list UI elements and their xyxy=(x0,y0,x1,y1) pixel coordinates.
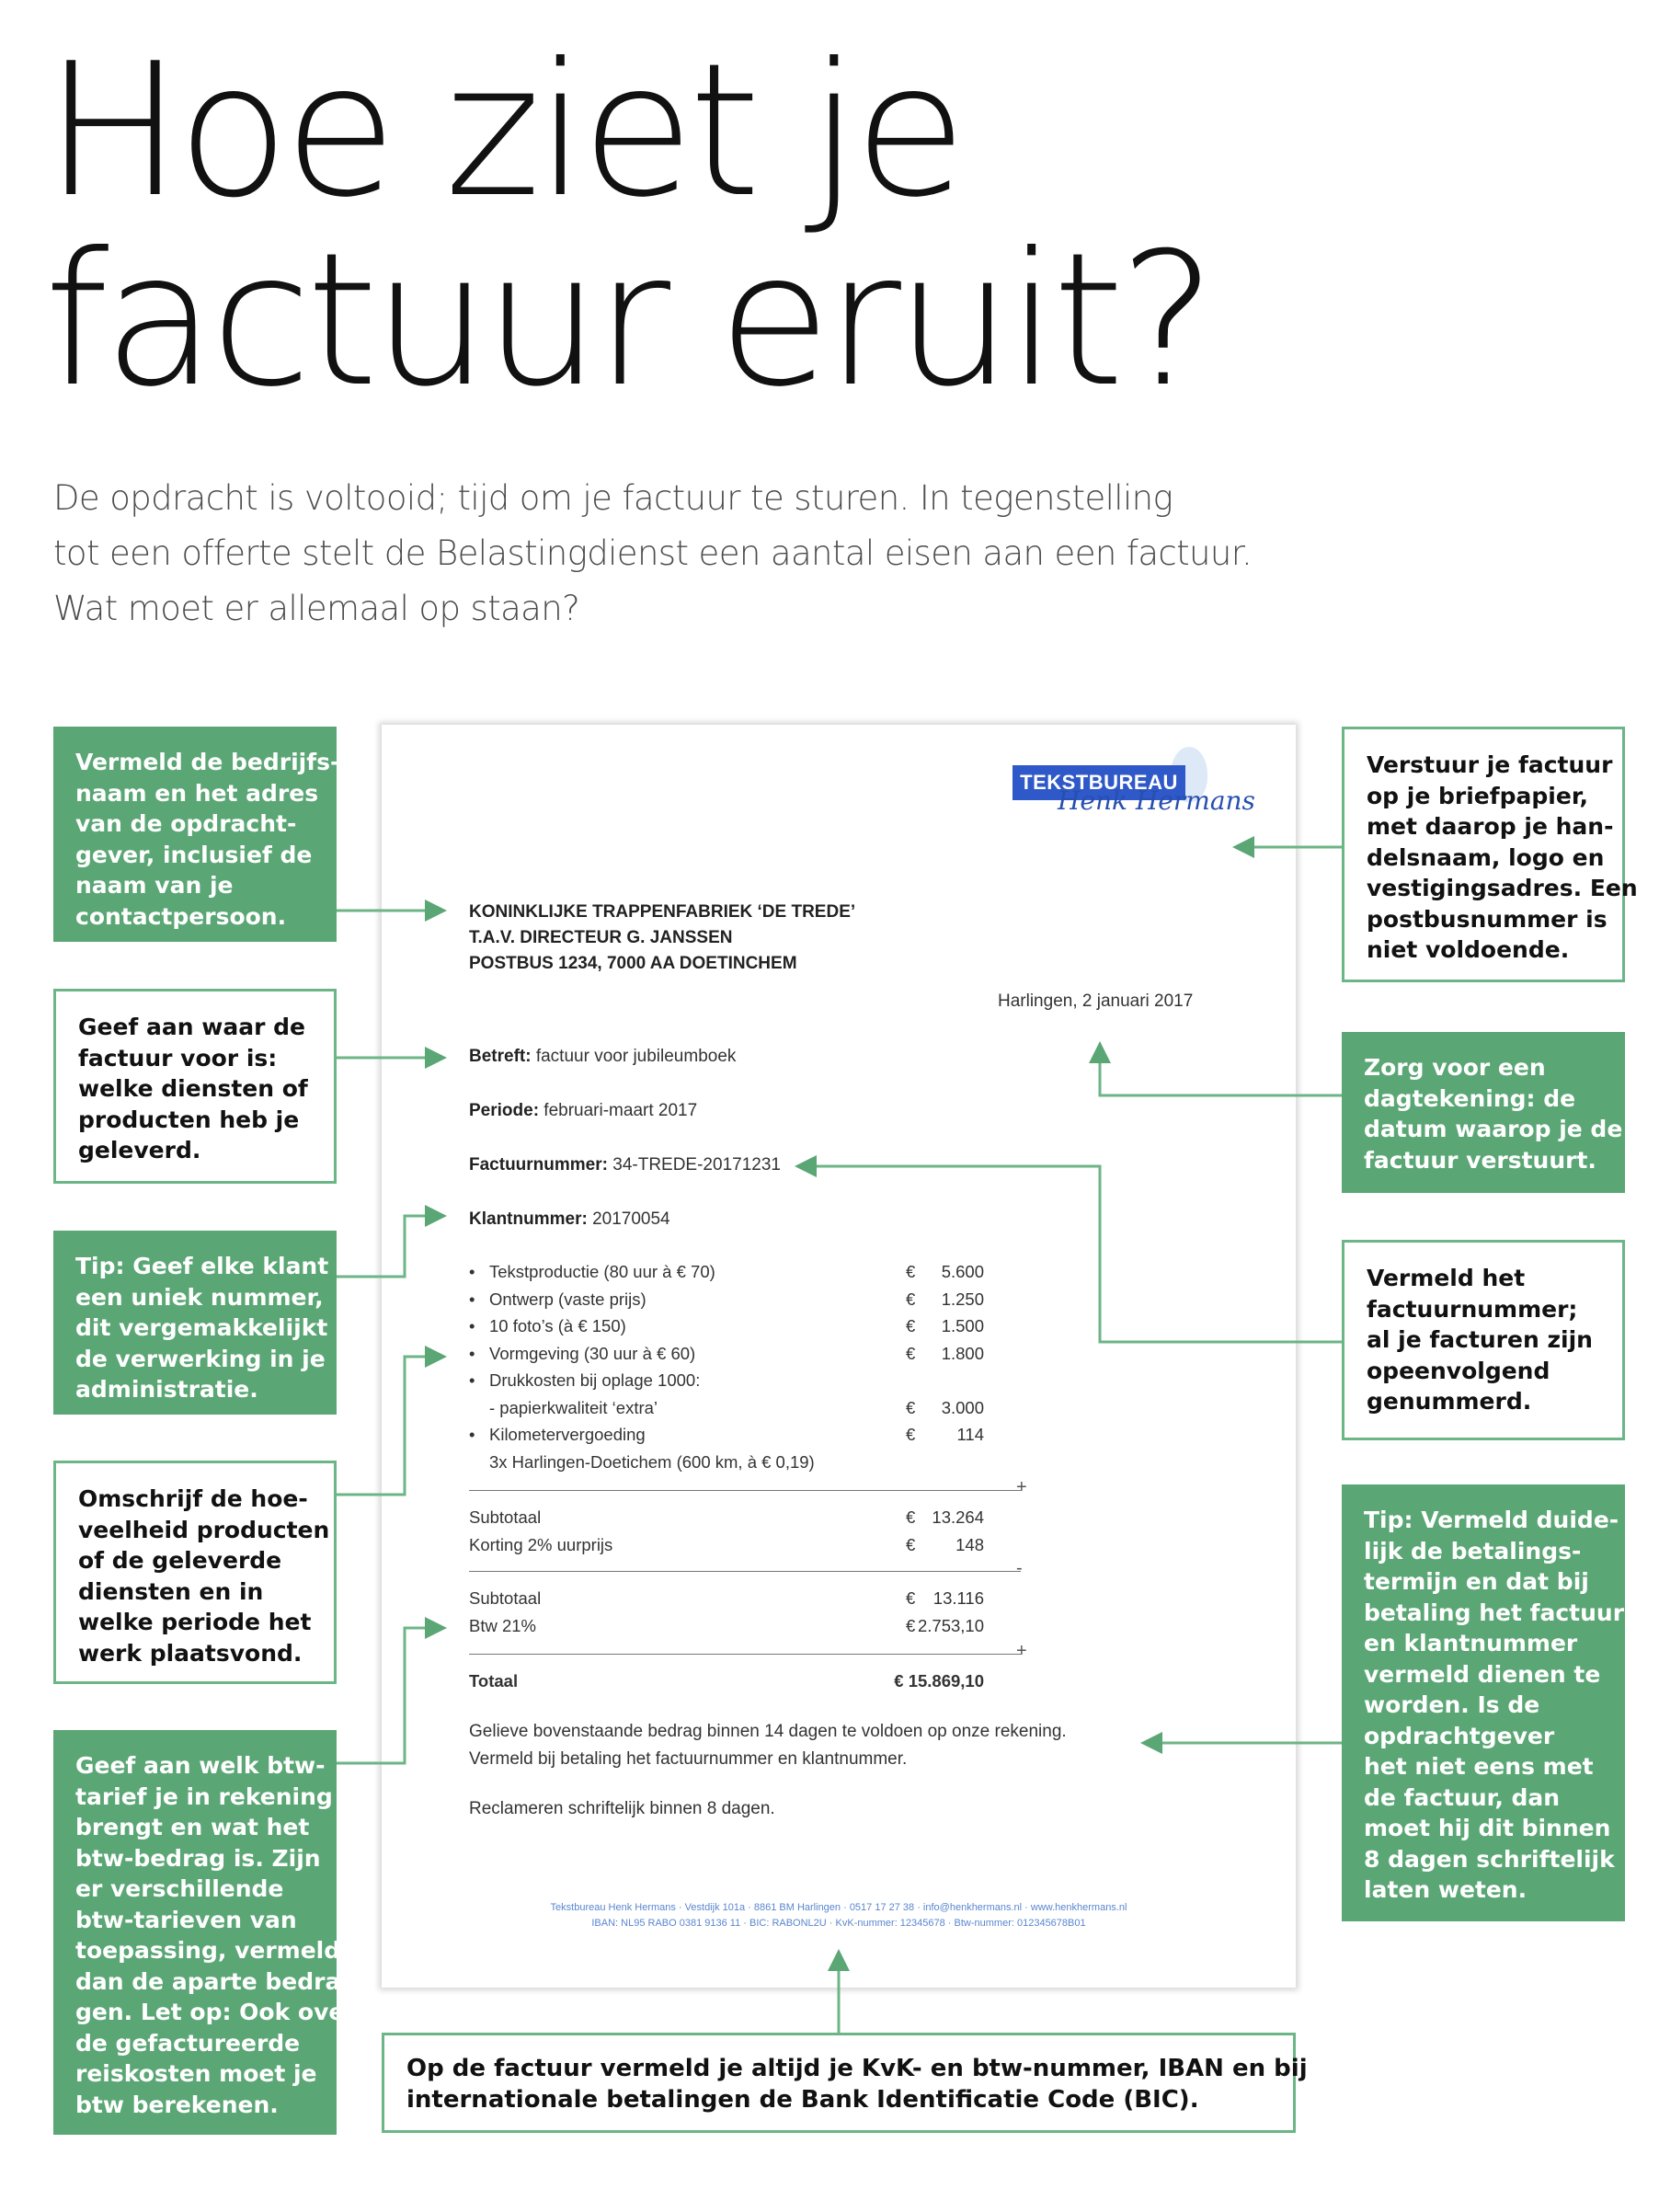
callout-line: en klantnummer xyxy=(1364,1630,1578,1656)
item-amount: 1.250 xyxy=(941,1289,984,1309)
subject-value: factuur voor jubileumboek xyxy=(531,1047,737,1066)
callout-line: geleverd. xyxy=(78,1137,201,1163)
plus-sign: + xyxy=(1016,1477,1027,1497)
row-label: Btw 21% xyxy=(469,1615,537,1635)
callout-line: betaling het factuur- xyxy=(1364,1599,1634,1626)
address-line: T.A.V. DIRECTEUR G. JANSSEN xyxy=(469,928,733,947)
callout-line: lijk de betalings- xyxy=(1364,1537,1582,1564)
item-text: Drukkosten bij oplage 1000: xyxy=(489,1370,701,1390)
callout-line: genummerd. xyxy=(1367,1388,1532,1415)
callout-line: van de opdracht- xyxy=(75,810,297,837)
item-amount: 1.500 xyxy=(941,1316,984,1335)
row-amount: 2.753,10 xyxy=(917,1615,984,1635)
callout-line: worden. Is de xyxy=(1364,1691,1540,1718)
plus-sign: + xyxy=(1016,1641,1027,1661)
period-label: Periode: xyxy=(469,1101,540,1120)
callout-line: naam van je xyxy=(75,872,234,899)
callout-line: factuurnummer; xyxy=(1367,1295,1578,1323)
callout-line: btw-bedrag is. Zijn xyxy=(75,1844,321,1872)
callout-line: Vermeld het xyxy=(1367,1265,1526,1291)
bullet: • xyxy=(469,1343,475,1363)
period-value: februari-maart 2017 xyxy=(539,1101,698,1120)
callout-line: diensten en in xyxy=(78,1577,264,1605)
arrow-date xyxy=(1100,1047,1342,1095)
callout-line: Op de factuur vermeld je altijd je KvK- en btw-nummer, IBAN en bij xyxy=(406,2055,1308,2082)
intro-line: tot een offerte stelt de Belastingdienst een aantal eisen aan een factuur. xyxy=(53,533,1253,573)
bullet: • xyxy=(469,1425,475,1444)
callout-line: contactpersoon. xyxy=(75,902,287,930)
callout-line: 8 dagen schriftelijk xyxy=(1364,1845,1615,1873)
item-currency: € xyxy=(906,1397,916,1417)
callout-line: btw berekenen. xyxy=(75,2091,279,2118)
intro-line: De opdracht is voltooid; tijd om je factuur te sturen. In tegenstelling xyxy=(53,478,1173,518)
callout-line: het niet eens met xyxy=(1364,1753,1594,1780)
client-number-label: Klantnummer: xyxy=(469,1209,588,1229)
subject-label: Betreft: xyxy=(469,1047,532,1066)
complaints-note: Reclameren schriftelijk binnen 8 dagen. xyxy=(469,1799,775,1818)
item-amount: 1.800 xyxy=(941,1343,984,1363)
callout-line: dit vergemakkelijkt xyxy=(75,1314,328,1341)
callout-line: de factuur, dan xyxy=(1364,1783,1561,1811)
callout-line: termijn en dat bij xyxy=(1364,1568,1589,1595)
row-currency: € xyxy=(906,1615,916,1635)
item-text: Ontwerp (vaste prijs) xyxy=(489,1289,646,1309)
item-text: Vormgeving (30 uur à € 60) xyxy=(489,1343,696,1363)
row-label: Subtotaal xyxy=(469,1507,542,1527)
total-label: Totaal xyxy=(469,1671,519,1691)
row-label: Korting 2% uurprijs xyxy=(469,1534,613,1554)
row-amount: 148 xyxy=(955,1534,984,1554)
callout-line: Geef aan waar de xyxy=(78,1014,305,1040)
callout-line: opdrachtgever xyxy=(1364,1722,1555,1749)
callout-line: de gefactureerde xyxy=(75,2029,301,2057)
callout-line: datum waarop je de xyxy=(1364,1116,1623,1142)
invoice-number-label: Factuurnummer: xyxy=(469,1155,608,1175)
callout-line: dagtekening: de xyxy=(1364,1084,1576,1112)
callout-line: internationale betalingen de Bank Identificatie Code (BIC). xyxy=(406,2085,1199,2114)
callout-line: met daarop je han- xyxy=(1367,813,1614,840)
callout-line: of de geleverde xyxy=(78,1547,282,1574)
callout-line: gever, inclusief de xyxy=(75,841,313,868)
callout-line: administratie. xyxy=(75,1376,258,1403)
callout-line: toepassing, vermeld xyxy=(75,1937,341,1964)
arrow-quantity xyxy=(337,1357,441,1495)
callout-line: Verstuur je factuur xyxy=(1367,751,1613,778)
callout-line: Vermeld de bedrijfs- xyxy=(75,749,340,775)
callout-line: een uniek nummer, xyxy=(75,1283,324,1311)
item-currency: € xyxy=(906,1425,916,1444)
callout-line: delsnaam, logo en xyxy=(1367,843,1605,871)
invoice-number-value: 34-TREDE-20171231 xyxy=(607,1155,781,1175)
total-amount: € 15.869,10 xyxy=(894,1671,984,1691)
callout-line: factuur voor is: xyxy=(78,1044,278,1072)
callout-line: gen. Let op: Ook over xyxy=(75,1999,356,2025)
callout-line: producten heb je xyxy=(78,1106,300,1133)
callout-line: moet hij dit binnen xyxy=(1364,1815,1611,1841)
callout-line: laten weten. xyxy=(1364,1876,1527,1903)
bullet: • xyxy=(469,1370,475,1390)
row-label: Subtotaal xyxy=(469,1588,542,1608)
intro-line: Wat moet er allemaal op staan? xyxy=(53,589,580,628)
title-line-2: factuur eruit? xyxy=(44,213,1211,428)
callout-line: vestigingsadres. Een xyxy=(1367,875,1638,901)
callout-line: welke diensten of xyxy=(78,1075,308,1102)
item-currency: € xyxy=(906,1316,916,1335)
minus-sign: - xyxy=(1016,1558,1023,1578)
callout-line: welke periode het xyxy=(78,1609,312,1635)
note-line: Vermeld bij betaling het factuurnummer en klantnummer. xyxy=(469,1749,908,1769)
address-line: POSTBUS 1234, 7000 AA DOETINCHEM xyxy=(469,954,797,973)
item-currency: € xyxy=(906,1343,916,1363)
row-currency: € xyxy=(906,1534,916,1554)
callout-line: factuur verstuurt. xyxy=(1364,1146,1596,1174)
item-text: - papierkwaliteit ‘extra’ xyxy=(489,1397,658,1417)
callout-line: reiskosten moet je xyxy=(75,2060,317,2087)
item-currency: € xyxy=(906,1289,916,1309)
callout-line: postbusnummer is xyxy=(1367,905,1608,933)
item-text: 3x Harlingen-Doetichem (600 km, à € 0,19) xyxy=(489,1451,815,1472)
item-amount: 5.600 xyxy=(941,1262,984,1281)
callout-line: Zorg voor een xyxy=(1364,1054,1546,1081)
bullet: • xyxy=(469,1289,475,1309)
callout-line: al je facturen zijn xyxy=(1367,1326,1593,1353)
callout-line: Omschrijf de hoe- xyxy=(78,1485,308,1512)
callout-line: naam en het adres xyxy=(75,779,319,807)
logo-script-name: Henk Hermans xyxy=(1058,785,1255,816)
invoice-footer-line: IBAN: NL95 RABO 0381 9136 11 · BIC: RABONL2U · KvK-nummer: 12345678 · Btw-nummer: 012345678B01 xyxy=(591,1918,1086,1929)
row-currency: € xyxy=(906,1588,916,1608)
callout-line: brengt en wat het xyxy=(75,1814,310,1840)
callout-line: de verwerking in je xyxy=(75,1345,326,1372)
item-amount: 114 xyxy=(956,1425,984,1444)
callout-line: dan de aparte bedra- xyxy=(75,1967,350,1995)
title-line-1: Hoe ziet je xyxy=(44,24,962,238)
callout-line: Tip: Vermeld duide- xyxy=(1364,1507,1619,1533)
callout-line: btw-tarieven van xyxy=(75,1906,297,1933)
arrow-client-number xyxy=(337,1216,441,1277)
invoice-footer-line: Tekstbureau Henk Hermans · Vestdijk 101a · 8861 BM Harlingen · 0517 17 27 38 · info@henkhermans.nl · www.henkhermans.nl xyxy=(550,1902,1127,1913)
address-line: KONINKLIJKE TRAPPENFABRIEK ‘DE TREDE’ xyxy=(469,902,856,922)
arrow-invoice-number xyxy=(800,1166,1342,1342)
bullet: • xyxy=(469,1316,475,1335)
callout-line: op je briefpapier, xyxy=(1367,782,1588,809)
arrow-vat xyxy=(337,1628,441,1763)
callout-line: opeenvolgend xyxy=(1367,1357,1550,1384)
callout-line: er verschillende xyxy=(75,1875,284,1902)
client-number-value: 20170054 xyxy=(587,1209,670,1229)
item-text: Tekstproductie (80 uur à € 70) xyxy=(489,1262,715,1281)
row-amount: 13.116 xyxy=(932,1588,984,1608)
callout-line: veelheid producten xyxy=(78,1516,330,1543)
note-line: Gelieve bovenstaande bedrag binnen 14 dagen te voldoen op onze rekening. xyxy=(469,1722,1067,1741)
item-text: Kilometervergoeding xyxy=(489,1425,646,1444)
item-text: 10 foto’s (à € 150) xyxy=(489,1316,626,1335)
callout-line: Tip: Geef elke klant xyxy=(75,1253,329,1279)
invoice-date: Harlingen, 2 januari 2017 xyxy=(998,991,1194,1011)
row-currency: € xyxy=(906,1507,916,1527)
bullet: • xyxy=(469,1262,475,1281)
logo-wordmark: TEKSTBUREAU xyxy=(1013,765,1185,800)
callout-line: tarief je in rekening xyxy=(75,1782,333,1810)
item-amount: 3.000 xyxy=(941,1397,984,1417)
callout-line: Geef aan welk btw- xyxy=(75,1752,326,1779)
callout-line: werk plaatsvond. xyxy=(78,1639,303,1667)
callout-line: vermeld dienen te xyxy=(1364,1660,1601,1688)
item-currency: € xyxy=(906,1262,916,1281)
callout-line: niet voldoende. xyxy=(1367,936,1570,963)
row-amount: 13.264 xyxy=(932,1507,984,1527)
